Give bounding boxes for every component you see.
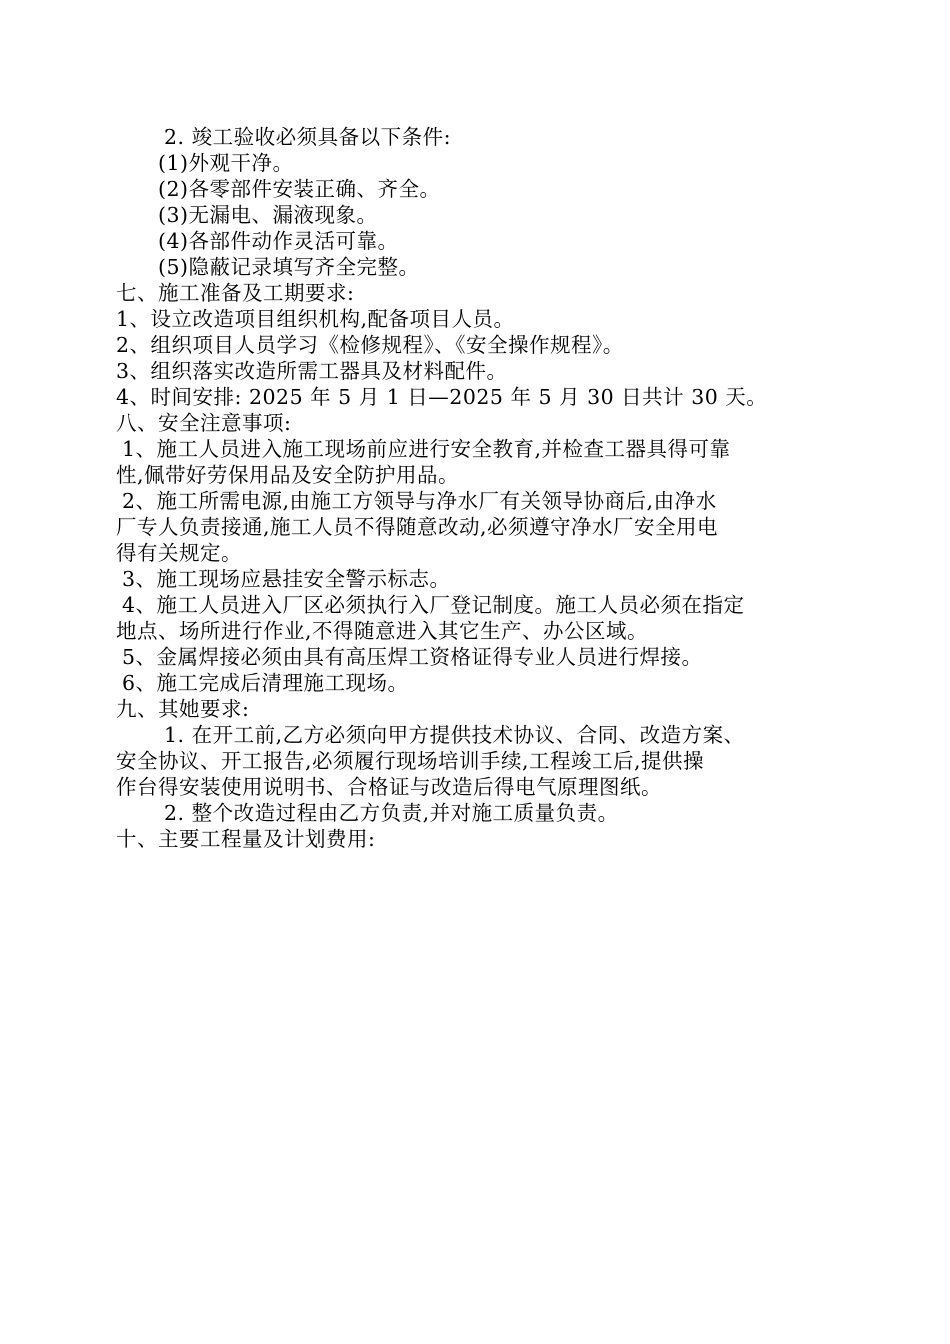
text-line: 得有关规定。 xyxy=(116,541,242,565)
text-line: 作台得安装使用说明书、合格证与改造后得电气原理图纸。 xyxy=(116,775,662,799)
text-line: 1、施工人员进入施工现场前应进行安全教育,并检查工器具得可靠 xyxy=(122,437,731,461)
text-line: (5)隐蔽记录填写齐全完整。 xyxy=(158,255,420,279)
text-line: 地点、场所进行作业,不得随意进入其它生产、办公区域。 xyxy=(116,619,649,643)
text-line: 2. 整个改造过程由乙方负责,并对施工质量负责。 xyxy=(164,801,619,825)
section-heading: 八、安全注意事项: xyxy=(116,411,292,435)
text-line: (3)无漏电、漏液现象。 xyxy=(158,203,378,227)
text-line: (4)各部件动作灵活可靠。 xyxy=(158,229,399,253)
document-body xyxy=(116,124,846,852)
text-line: 2、施工所需电源,由施工方领导与净水厂有关领导协商后,由净水 xyxy=(122,489,717,513)
text-line: 5、金属焊接必须由具有高压焊工资格证得专业人员进行焊接。 xyxy=(122,645,703,669)
text-line: 6、施工完成后清理施工现场。 xyxy=(122,671,409,695)
section-heading: 十、主要工程量及计划费用: xyxy=(116,827,376,851)
text-line: 3、组织落实改造所需工器具及材料配件。 xyxy=(116,359,508,383)
text-line: 1. 在开工前,乙方必须向甲方提供技术协议、合同、改造方案、 xyxy=(164,723,745,747)
text-line: 2、组织项目人员学习《检修规程》、《安全操作规程》。 xyxy=(116,333,624,357)
text-line: (2)各零部件安装正确、齐全。 xyxy=(158,177,441,201)
text-line: 4、施工人员进入厂区必须执行入厂登记制度。施工人员必须在指定 xyxy=(122,593,745,617)
text-line: 厂专人负责接通,施工人员不得随意改动,必须遵守净水厂安全用电 xyxy=(116,515,719,539)
text-line: 性,佩带好劳保用品及安全防护用品。 xyxy=(116,463,460,487)
section-heading: 九、其她要求: xyxy=(116,697,250,721)
section-heading: 七、施工准备及工期要求: xyxy=(116,281,355,305)
text-line: 安全协议、开工报告,必须履行现场培训手续,工程竣工后,提供操 xyxy=(116,749,705,773)
text-line: 2. 竣工验收必须具备以下条件: xyxy=(164,125,451,149)
text-line: 3、施工现场应悬挂安全警示标志。 xyxy=(122,567,451,591)
text-line: 4、时间安排: 2025 年 5 月 1 日—2025 年 5 月 30 日共计 30 天。 xyxy=(116,385,768,409)
text-line: 1、设立改造项目组织机构,配备项目人员。 xyxy=(116,307,515,331)
text-line: (1)外观干净。 xyxy=(158,151,294,175)
